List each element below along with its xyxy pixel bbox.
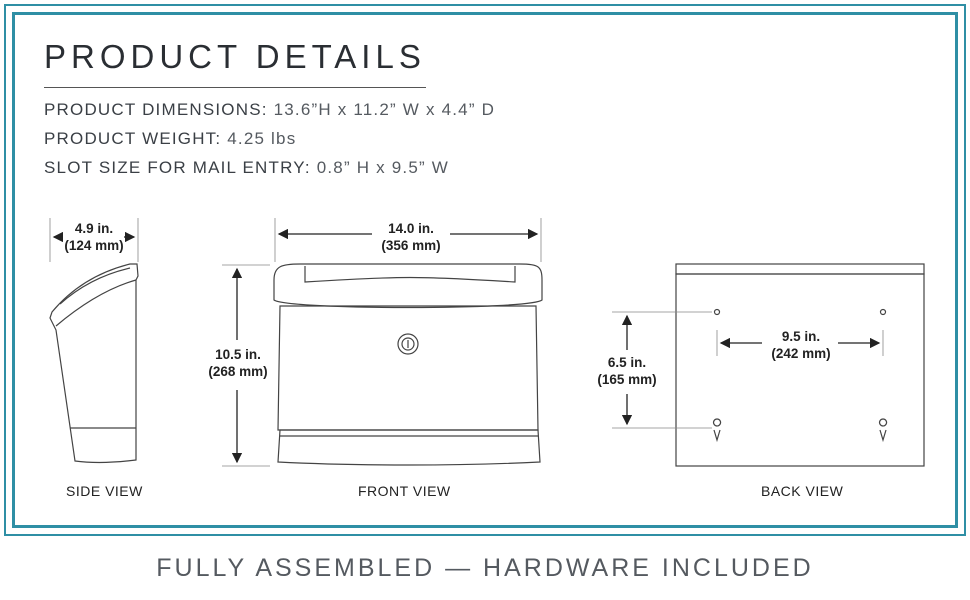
side-view-label: SIDE VIEW bbox=[66, 483, 143, 499]
back-view-height-mm: (165 mm) bbox=[597, 372, 657, 387]
footer-note: FULLY ASSEMBLED — HARDWARE INCLUDED bbox=[156, 554, 814, 582]
back-view-spacing-in: 9.5 in. bbox=[781, 329, 821, 344]
back-view-height-in: 6.5 in. bbox=[607, 355, 647, 370]
spec-weight-label: PRODUCT WEIGHT: bbox=[44, 129, 222, 148]
side-view-width bbox=[56, 220, 132, 254]
spec-slot-size-value: 0.8” H x 9.5” W bbox=[316, 158, 450, 177]
side-view-width-in: 4.9 in. bbox=[74, 221, 114, 236]
back-view-spacing-mm: (242 mm) bbox=[771, 346, 831, 361]
spec-weight-value: 4.25 lbs bbox=[227, 129, 297, 148]
spec-dimensions-value: 13.6”H x 11.2” W x 4.4” D bbox=[273, 100, 496, 119]
front-view-width-in: 14.0 in. bbox=[388, 221, 434, 236]
front-view-width-mm: (356 mm) bbox=[381, 238, 441, 253]
front-view-height bbox=[196, 346, 280, 380]
side-view-drawing bbox=[50, 218, 138, 462]
back-view-label: BACK VIEW bbox=[761, 483, 844, 499]
side-view-width-mm: (124 mm) bbox=[64, 238, 124, 253]
front-view-drawing bbox=[222, 218, 542, 466]
back-view-spacing bbox=[762, 328, 840, 362]
back-view-height bbox=[586, 354, 668, 388]
dimension-arrows bbox=[54, 234, 879, 462]
front-view-height-in: 10.5 in. bbox=[215, 347, 261, 362]
page-title: PRODUCT DETAILS bbox=[44, 38, 426, 75]
front-view-label: FRONT VIEW bbox=[358, 483, 451, 499]
front-view-width bbox=[370, 220, 452, 254]
spec-dimensions-label: PRODUCT DIMENSIONS: bbox=[44, 100, 268, 119]
spec-slot-size-label: SLOT SIZE FOR MAIL ENTRY: bbox=[44, 158, 311, 177]
front-view-height-mm: (268 mm) bbox=[208, 364, 268, 379]
